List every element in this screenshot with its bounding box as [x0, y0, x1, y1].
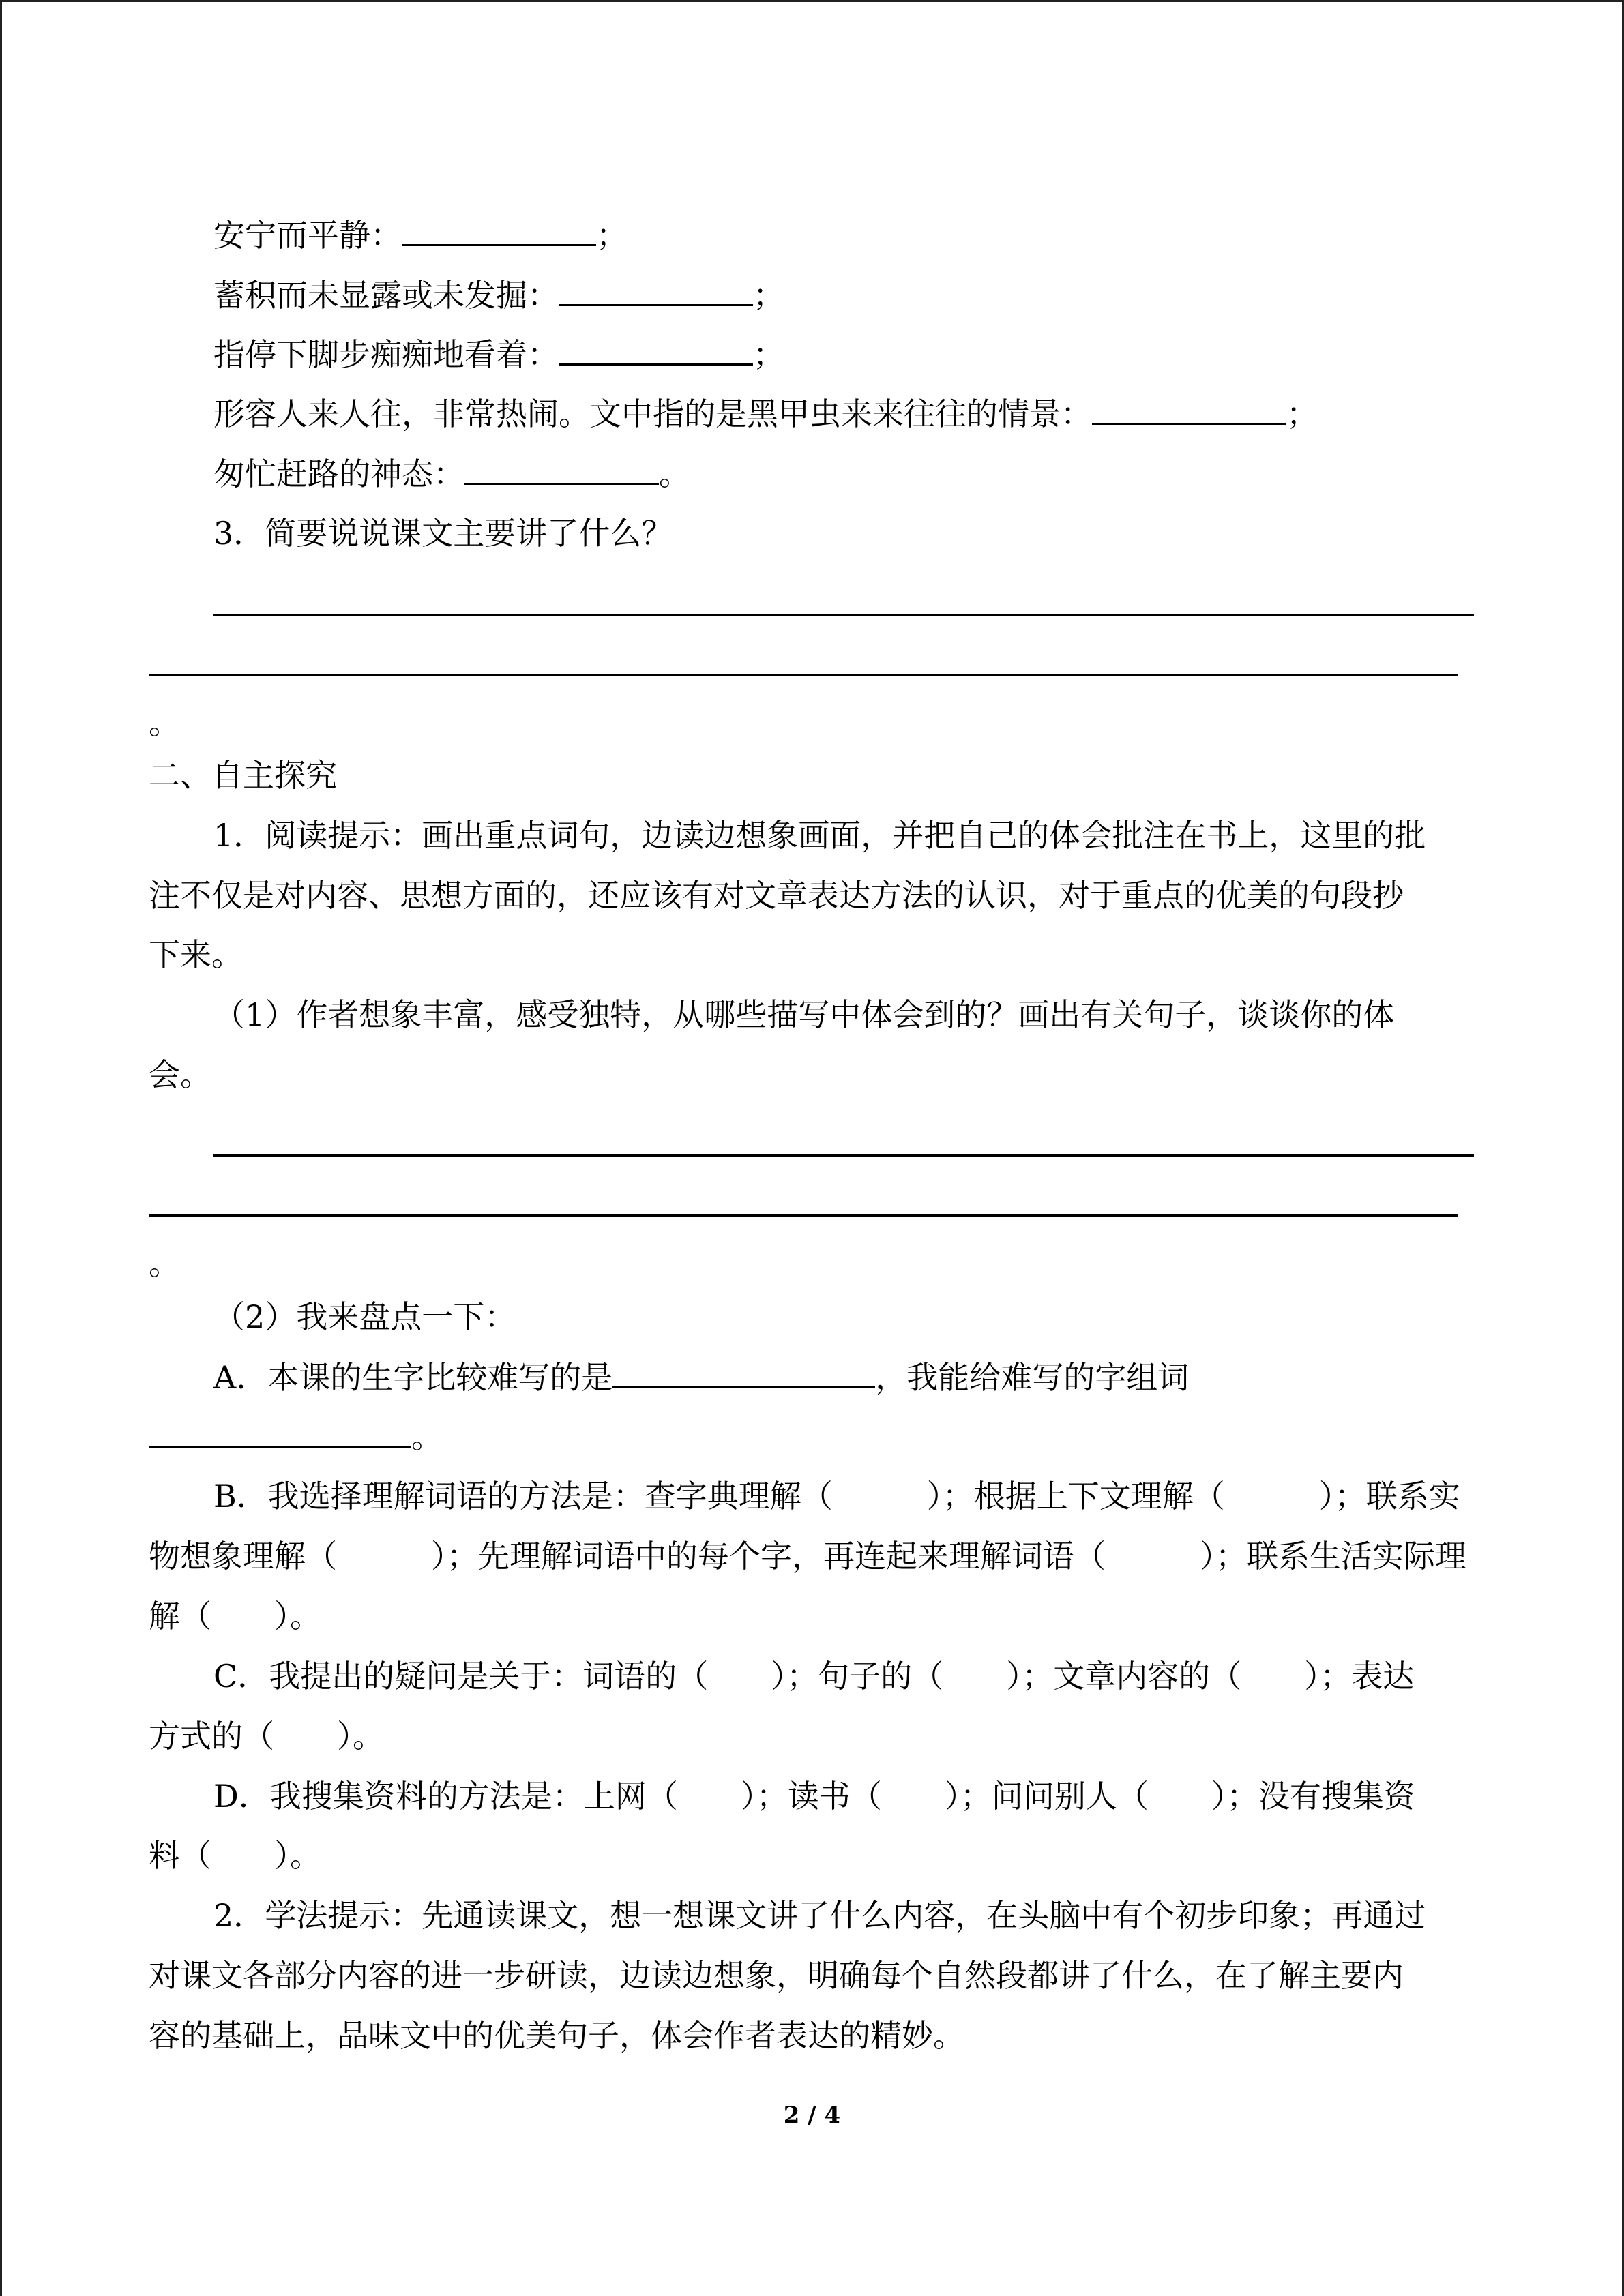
- item-congmang-blank[interactable]: [464, 453, 659, 485]
- answer-line-q3-1[interactable]: [213, 614, 1474, 616]
- item-zhuzu-blank[interactable]: [559, 333, 753, 366]
- item-anning-blank[interactable]: [402, 214, 596, 246]
- item-anning: [213, 214, 628, 256]
- item-rexiao-blank[interactable]: [1092, 393, 1286, 425]
- q1-line-2: 注不仅是对内容、思想方面的，还应该有对文章表达方法的认识，对于重点的优美的句段抄: [149, 877, 1404, 914]
- q2-line-2: 对课文各部分内容的进一步研读，边读边想象，明确每个自然段都讲了什么，在了解主要内: [149, 1957, 1404, 1994]
- item-congmang-label: 匆忙赶路的神态：: [213, 456, 464, 492]
- sub2-title: （2）我来盘点一下：: [213, 1298, 516, 1335]
- q1-line-3: 下来。: [149, 936, 243, 973]
- item-C-line-2: 方式的（ ）。: [149, 1718, 384, 1755]
- question-3: 3．简要说说课文主要讲了什么？: [213, 515, 673, 552]
- q3-end-punct: 。: [149, 704, 180, 741]
- item-A-blank-2[interactable]: [149, 1416, 411, 1448]
- item-congmang: [213, 453, 690, 494]
- item-anning-punct: ；: [596, 217, 628, 254]
- item-A-part1: A．本课的生字比较难写的是: [213, 1359, 613, 1396]
- sub1-line-1: （1）作者想象丰富，感受独特，从哪些描写中体会到的？画出有关句子，谈谈你的体: [213, 996, 1395, 1033]
- item-A-blank-1[interactable]: [612, 1356, 875, 1388]
- answer-line-sub1-1[interactable]: [213, 1154, 1474, 1157]
- item-B-line-2: 物想象理解（ ）；先理解词语中的每个字，再连起来理解词语（ ）；联系生活实际理: [149, 1538, 1466, 1575]
- item-C-line-1: C．我提出的疑问是关于：词语的（ ）；句子的（ ）；文章内容的（ ）；表达: [213, 1658, 1415, 1695]
- q1-line-1: 1．阅读提示：画出重点词句，边读边想象画面，并把自己的体会批注在书上，这里的批: [213, 817, 1426, 854]
- item-xuji: [213, 274, 784, 316]
- q2-line-1: 2．学法提示：先通读课文，想一想课文讲了什么内容，在头脑中有个初步印象；再通过: [213, 1897, 1426, 1934]
- section-heading: 二、自主探究: [149, 757, 337, 794]
- q2-line-3: 容的基础上，品味文中的优美句子，体会作者表达的精妙。: [149, 2017, 964, 2054]
- answer-line-q3-2[interactable]: [149, 674, 1458, 676]
- item-congmang-punct: 。: [659, 456, 690, 492]
- sub1-line-2: 会。: [149, 1056, 211, 1093]
- item-xuji-blank[interactable]: [559, 274, 753, 306]
- item-anning-label: 安宁而平静：: [213, 217, 402, 254]
- item-D-line-2: 料（ ）。: [149, 1837, 321, 1874]
- sub1-end-punct: 。: [149, 1245, 180, 1282]
- item-rexiao-punct: ；: [1286, 396, 1318, 432]
- item-xuji-punct: ；: [753, 277, 784, 314]
- item-B-line-3: 解（ ）。: [149, 1598, 321, 1635]
- item-rexiao-label: 形容人来人往，非常热闹。文中指的是黑甲虫来来往往的情景：: [213, 396, 1092, 432]
- item-B-line-1: B．我选择理解词语的方法是：查字典理解（ ）；根据上下文理解（ ）；联系实: [213, 1478, 1460, 1515]
- page-number: 2 / 4: [783, 2102, 841, 2129]
- item-A-part2: ，我能给难写的字组词: [875, 1359, 1190, 1396]
- item-D-line-1: D．我搜集资料的方法是：上网（ ）；读书（ ）；问问别人（ ）；没有搜集资: [213, 1778, 1415, 1815]
- item-zhuzu-punct: ；: [753, 336, 784, 373]
- item-rexiao: [213, 393, 1318, 434]
- item-xuji-label: 蓄积而未显露或未发掘：: [213, 277, 559, 314]
- answer-line-sub1-2[interactable]: [149, 1214, 1458, 1217]
- item-zhuzu: [213, 333, 784, 375]
- item-zhuzu-label: 指停下脚步痴痴地看着：: [213, 336, 559, 373]
- item-A: [213, 1356, 1189, 1398]
- item-A-line-2: [149, 1416, 443, 1457]
- item-A-end-punct: 。: [411, 1418, 443, 1455]
